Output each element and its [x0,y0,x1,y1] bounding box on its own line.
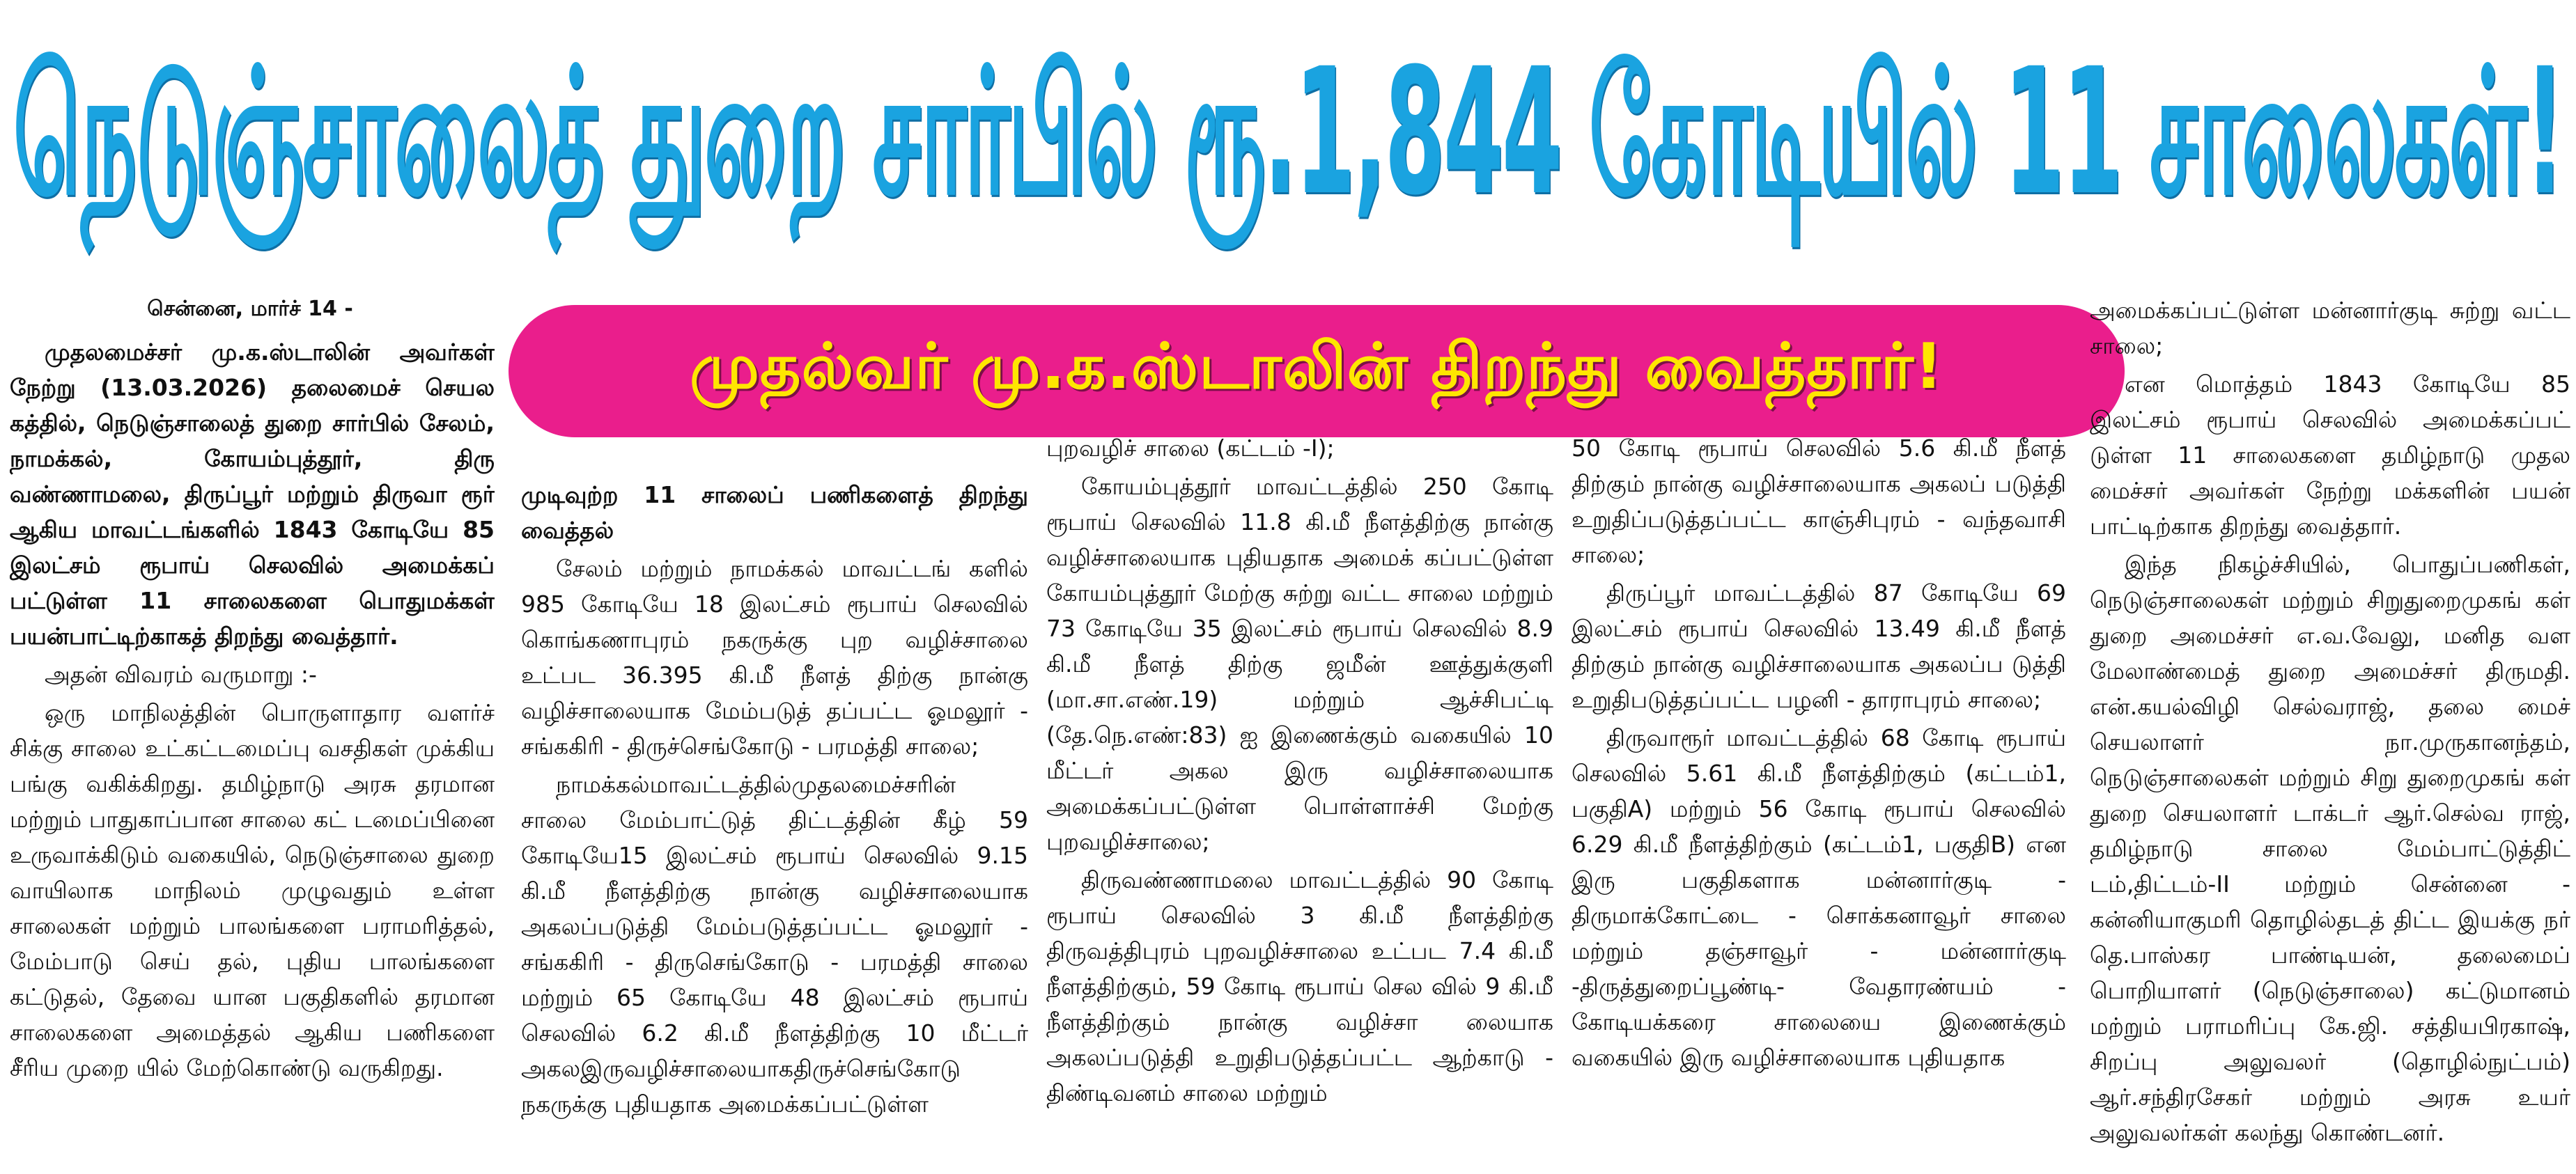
subheadline [543,319,2090,422]
paragraph: என மொத்தம் 1843 கோடியே 85 இலட்சம் ரூபாய் செலவில் அமைக்கப்பட் டுள்ள 11 சாலைகளை தமிழ்நாடு முதல மைச்சர் அவர்கள் நேற்று மக்களின் பயன் பாட்டிற்காக திறந்து வைத்தார். [2090,370,2570,540]
paragraph: அதன் விவரம் வருமாறு :- [45,661,317,688]
article-column-1 [10,334,495,1174]
section-heading: முடிவுற்ற 11 சாலைப் பணிகளைத் திறந்து வைத்தல் [521,481,1028,544]
subheadline-text: முதல்வர் மு.க.ஸ்டாலின் திறந்து வைத்தார்! [690,329,1943,403]
lead-paragraph: முதலமைச்சர் மு.க.ஸ்டாலின் அவர்கள் நேற்று (13.03.2026) தலைமைச் செயல கத்தில், நெடுஞ்சாலைத் துறை சார்பில் சேலம், நாமக்கல், கோயம்புத்தூர், திரு வண்ணாமலை, திருப்பூர் மற்றும் திருவா ரூர் ஆகிய மாவட்டங்களில் 1843 கோடியே 85 இலட்சம் ரூபாய் செலவில் அமைக்கப் பட்டுள்ள 11 சாலைகளை பொதுமக்கள் பயன்பாட்டிற்காகத் திறந்து வைத்தார். [10,338,495,650]
article-column-3 [1046,430,1553,1174]
dateline: சென்னை, மார்ச் 14 - [147,297,353,321]
paragraph: அமைக்கப்பட்டுள்ள மன்னார்குடி சுற்று வட்ட சாலை; [2090,297,2570,359]
paragraph: 50 கோடி ரூபாய் செலவில் 5.6 கி.மீ நீளத் திற்கும் நான்கு வழிச்சாலையாக அகலப் படுத்தி உறுதிப்படுத்தப்பட்ட காஞ்சிபுரம் - வந்தவாசி சாலை; [1572,435,2066,568]
paragraph: திருப்பூர் மாவட்டத்தில் 87 கோடியே 69 இலட்சம் ரூபாய் செலவில் 13.49 கி.மீ நீளத் திற்கும் நான்கு வழிச்சாலையாக அகலப்ப டுத்தி உறுதிபடுத்தப்பட்ட பழனி - தாராபுரம் சாலை; [1572,579,2066,713]
paragraph: கோயம்புத்தூர் மாவட்டத்தில் 250 கோடி ரூபாய் செலவில் 11.8 கி.மீ நீளத்திற்கு நான்கு வழிச்சாலையாக புதியதாக அமைக் கப்பட்டுள்ள கோயம்புத்தூர் மேற்கு சுற்று வட்ட சாலை மற்றும் 73 கோடியே 35 இலட்சம் ரூபாய் செலவில் 8.9 கி.மீ நீளத் திற்கு ஜமீன் ஊத்துக்குளி (மா.சா.எண்.19) மற்றும் ஆச்சிபட்டி (தே.நெ.எண்:83) ஐ இணைக்கும் வகையில் 10 மீட்டர் அகல இரு வழிச்சாலையாக அமைக்கப்பட்டுள்ள பொள்ளாச்சி மேற்கு புறவழிச்சாலை; [1046,473,1553,855]
article-column-5 [2090,292,2570,1174]
paragraph: இந்த நிகழ்ச்சியில், பொதுப்பணிகள், நெடுஞ்சாலைகள் மற்றும் சிறுதுறைமுகங் கள் துறை அமைச்சர் எ.வ.வேலு, மனித வள மேலாண்மைத் துறை அமைச்சர் திருமதி. என்.கயல்விழி செல்வராஜ், தலை மைச் செயலாளர் நா.முருகானந்தம், நெடுஞ்சாலைகள் மற்றும் சிறு துறைமுகங் கள் துறை செயலாளர் டாக்டர் ஆர்.செல்வ ராஜ், தமிழ்நாடு சாலை மேம்பாட்டுத்திட் டம்,திட்டம்-II மற்றும் சென்னை - கன்னியாகுமரி தொழில்தடத் திட்ட இயக்கு நர் தெ.பாஸ்கர பாண்டியன், தலைமைப் பொறியாளர் (நெடுஞ்சாலை) கட்டுமானம் மற்றும் பராமரிப்பு கே.ஜி. சத்தியபிரகாஷ், சிறப்பு அலுவலர் (தொழில்நுட்பம்) ஆர்.சந்திரசேகர் மற்றும் அரசு உயர் அலுவலர்கள் கலந்து கொண்டனர். [2090,551,2570,1146]
article-column-2 [521,477,1028,1174]
paragraph: நாமக்கல்மாவட்டத்தில்முதலமைச்சரின் சாலை மேம்பாட்டுத் திட்டத்தின் கீழ் 59 கோடியே15 இலட்சம் ரூபாய் செலவில் 9.15 கி.மீ நீளத்திற்கு நான்கு வழிச்சாலையாக அகலப்படுத்தி மேம்படுத்தப்பட்ட ஓமலூர் - சங்ககிரி - திருசெங்கோடு - பரமத்தி சாலை மற்றும் 65 கோடியே 48 இலட்சம் ரூபாய் செலவில் 6.2 கி.மீ நீளத்திற்கு 10 மீட்டர் அகலஇருவழிச்சாலையாகதிருச்செங்கோடு நகருக்கு புதியதாக அமைக்கப்பட்டுள்ள [521,771,1028,1118]
paragraph: திருவண்ணாமலை மாவட்டத்தில் 90 கோடி ரூபாய் செலவில் 3 கி.மீ நீளத்திற்கு திருவத்திபுரம் புறவழிச்சாலை உட்பட 7.4 கி.மீ நீளத்திற்கும், 59 கோடி ரூபாய் செல வில் 9 கி.மீ நீளத்திற்கும் நான்கு வழிச்சா லையாக அகலப்படுத்தி உறுதிபடுத்தப்பட்ட ஆற்காடு - திண்டிவனம் சாலை மற்றும் [1046,866,1553,1106]
paragraph: சேலம் மற்றும் நாமக்கல் மாவட்டங் களில் 985 கோடியே 18 இலட்சம் ரூபாய் செலவில் கொங்கணாபுரம் நகருக்கு புற வழிச்சாலை உட்பட 36.395 கி.மீ நீளத் திற்கு நான்கு வழிச்சாலையாக மேம்படுத் தப்பட்ட ஓமலூர் - சங்ககிரி - திருச்செங்கோடு - பரமத்தி சாலை; [521,555,1028,760]
paragraph: திருவாரூர் மாவட்டத்தில் 68 கோடி ரூபாய் செலவில் 5.61 கி.மீ நீளத்திற்கும் (கட்டம்1, பகுதிA) மற்றும் 56 கோடி ரூபாய் செலவில் 6.29 கி.மீ நீளத்திற்கும் (கட்டம்1, பகுதிB) என இரு பகுதிகளாக மன்னார்குடி - திருமாக்கோட்டை - சொக்கனாவூர் சாலை மற்றும் தஞ்சாவூர் - மன்னார்குடி -திருத்துறைப்பூண்டி- வேதாரண்யம் - கோடியக்கரை சாலையை இணைக்கும் வகையில் இரு வழிச்சாலையாக புதியதாக [1572,724,2066,1071]
headline-text: நெடுஞ்சாலைத் துறை சார்பில் ரூ.1,844 கோடியில் 11 சாலைகள்! [13,31,2563,233]
paragraph: ஒரு மாநிலத்தின் பொருளாதார வளர்ச் சிக்கு சாலை உட்கட்டமைப்பு வசதிகள் முக்கிய பங்கு வகிக்கிறது. தமிழ்நாடு அரசு தரமான மற்றும் பாதுகாப்பான சாலை கட் டமைப்பினை உருவாக்கிடும் வகையில், நெடுஞ்சாலை துறை வாயிலாக மாநிலம் முழுவதும் உள்ள சாலைகள் மற்றும் பாலங்களை பராமரித்தல், மேம்பாடு செய் தல், புதிய பாலங்களை கட்டுதல், தேவை யான பகுதிகளில் தரமான சாலைகளை அமைத்தல் ஆகிய பணிகளை சீரிய முறை யில் மேற்கொண்டு வருகிறது. [10,699,495,1081]
headline [0,0,2576,265]
article-column-4 [1572,430,2066,1174]
paragraph: புறவழிச் சாலை (கட்டம் -I); [1046,435,1335,462]
